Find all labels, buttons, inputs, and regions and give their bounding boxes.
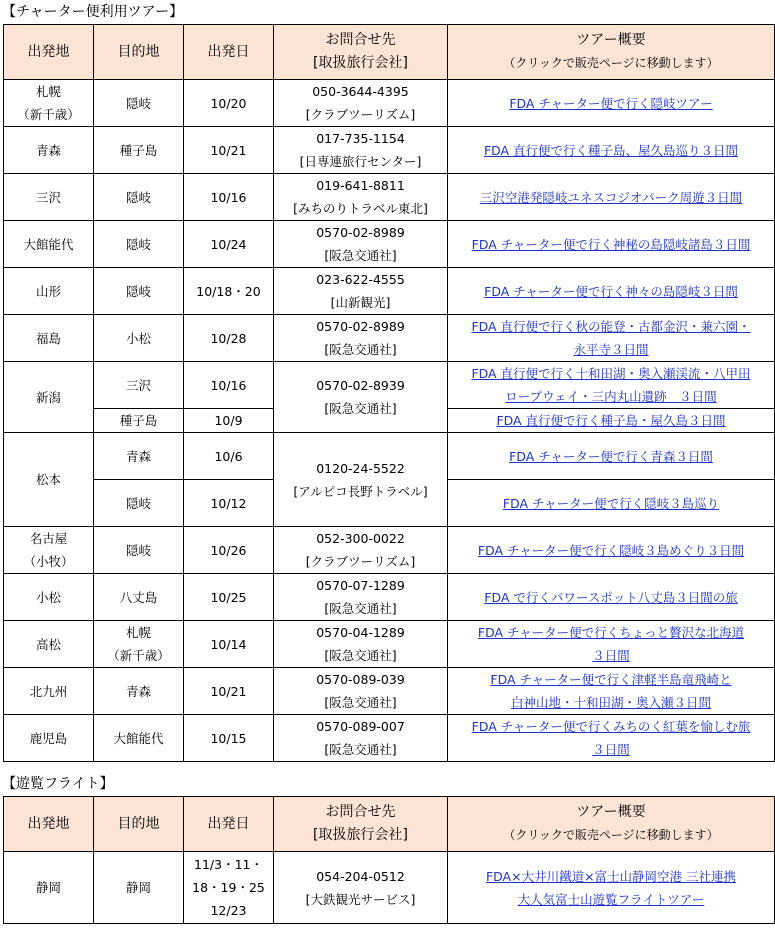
tour-link[interactable]: FDA×大井川鐵道×富士山静岡空港 三社連携 [485, 868, 737, 884]
tour-link[interactable]: 三沢空港発隠岐ユネスコジオパーク周遊３日間 [479, 189, 743, 205]
date-cell [184, 480, 274, 527]
tour-link[interactable]: FDA チャーター便で行く津軽半島竜飛崎と [490, 672, 732, 687]
header-overview [448, 25, 775, 80]
departure-text: （小牧） [23, 554, 74, 569]
departure-cell [4, 221, 94, 268]
tour-link[interactable]: FDA チャーター便で行く隠岐３島めぐり３日間 [477, 542, 745, 558]
header-overview-label: ツアー概要 [576, 32, 646, 48]
header-contact-label: お問合せ先 [325, 32, 396, 48]
contact-cell [274, 527, 448, 574]
date-cell [184, 221, 274, 268]
contact-cell [274, 433, 448, 527]
destination-text: 隠岐 [125, 283, 151, 299]
date-text: 11/3・11・ [194, 857, 263, 872]
date-text: 10/9 [214, 413, 243, 428]
contact-cell [274, 268, 448, 315]
departure-text: 名古屋 [29, 531, 68, 546]
tour-link[interactable]: FDA チャーター便で行く神秘の島隠岐諸島３日間 [471, 236, 751, 252]
contact-phone: 0570-07-1289 [316, 578, 405, 593]
tour-link[interactable]: 白神山地・十和田湖・奥入瀬３日間 [510, 695, 711, 710]
destination-text: 種子島 [119, 413, 158, 428]
tour-overview-cell [448, 668, 775, 715]
tour-overview-cell [448, 574, 775, 621]
destination-cell [94, 852, 184, 924]
departure-text: 松本 [35, 472, 61, 487]
date-cell [184, 668, 274, 715]
departure-text: 青森 [35, 142, 61, 158]
travel-agency: [阪急交通社] [324, 648, 397, 663]
destination-text: 札幌 [125, 625, 151, 640]
destination-cell [94, 409, 184, 433]
tour-link[interactable]: FDA 直行便で行く種子島、屋久島巡り３日間 [483, 142, 739, 158]
tour-overview-cell [448, 80, 775, 127]
table-row [4, 315, 775, 362]
destination-text: 種子島 [119, 142, 158, 158]
destination-cell [94, 315, 184, 362]
destination-text: 青森 [125, 683, 151, 699]
destination-cell [94, 433, 184, 480]
date-cell [184, 574, 274, 621]
departure-cell [4, 80, 94, 127]
destination-cell [94, 362, 184, 409]
departure-text: 新潟 [35, 389, 61, 405]
date-text: 10/18・20 [196, 283, 261, 299]
contact-cell [274, 668, 448, 715]
date-cell [184, 621, 274, 668]
tour-link[interactable]: FDA チャーター便で行く神々の島隠岐３日間 [484, 283, 738, 299]
destination-text: 隠岐 [125, 542, 151, 558]
contact-phone: 019-641-8811 [316, 178, 405, 193]
contact-phone: 054-204-0512 [316, 868, 405, 884]
date-text: 10/28 [210, 330, 247, 346]
date-text: 10/12 [210, 495, 247, 511]
table-row [4, 362, 775, 409]
header-overview-note: （クリックで販売ページに移動します） [503, 56, 719, 70]
tour-overview-cell [448, 852, 775, 924]
tour-link[interactable]: FDA チャーター便で行く隠岐３島巡り [502, 495, 720, 511]
date-cell [184, 852, 274, 924]
tour-overview-cell [448, 127, 775, 174]
date-text: 10/16 [210, 377, 247, 393]
date-cell [184, 409, 274, 433]
travel-agency: [みちのりトラベル東北] [293, 201, 428, 216]
tour-overview-cell [448, 409, 775, 433]
tour-overview-cell [448, 480, 775, 527]
departure-text: 静岡 [35, 880, 61, 895]
contact-phone: 0570-089-007 [316, 719, 405, 734]
date-text: 18・19・25 [192, 880, 265, 895]
tour-link[interactable]: 永平寺３日間 [573, 342, 649, 357]
departure-cell [4, 527, 94, 574]
date-cell [184, 80, 274, 127]
header-destination: 目的地 [94, 797, 184, 852]
tour-link[interactable]: ロープウェイ・三内丸山遺跡 ３日間 [505, 389, 717, 404]
destination-cell [94, 268, 184, 315]
departure-cell [4, 574, 94, 621]
destination-cell [94, 480, 184, 527]
contact-cell [274, 574, 448, 621]
destination-text: 隠岐 [125, 236, 151, 252]
departure-text: 山形 [35, 283, 61, 299]
date-cell [184, 315, 274, 362]
table-row [4, 174, 775, 221]
tour-link[interactable]: ３日間 [592, 742, 630, 757]
header-date: 出発日 [184, 797, 274, 852]
destination-cell [94, 127, 184, 174]
tour-overview-cell [448, 221, 775, 268]
departure-cell [4, 715, 94, 762]
contact-cell [274, 80, 448, 127]
tour-link[interactable]: FDA チャーター便で行くみちのく紅葉を愉しむ旅 [471, 719, 751, 734]
departure-text: 鹿児島 [29, 730, 68, 746]
table-row [4, 80, 775, 127]
contact-phone: 017-735-1154 [316, 131, 405, 146]
tour-link[interactable]: FDA 直行便で行く秋の能登・古都金沢・兼六園・ [471, 319, 751, 334]
tour-overview-cell [448, 527, 775, 574]
travel-agency: [日専連旅行センター] [299, 154, 422, 169]
departure-cell [4, 433, 94, 527]
contact-phone: 0570-02-8989 [316, 225, 405, 240]
departure-text: 大館能代 [23, 236, 74, 252]
departure-cell [4, 268, 94, 315]
date-text: 10/20 [210, 95, 247, 111]
tour-link[interactable]: FDA 直行便で行く十和田湖・奥入瀬渓流・八甲田 [471, 366, 751, 381]
header-contact [274, 797, 448, 852]
date-text: 10/16 [210, 189, 247, 205]
contact-cell [274, 715, 448, 762]
contact-cell [274, 621, 448, 668]
contact-phone: 0570-04-1289 [316, 625, 405, 640]
tour-overview-cell [448, 174, 775, 221]
header-destination: 目的地 [94, 25, 184, 80]
contact-cell [274, 315, 448, 362]
date-text: 10/21 [210, 683, 247, 699]
destination-text: （新千歳） [107, 648, 170, 663]
contact-cell [274, 174, 448, 221]
travel-agency: [大鉄観光サービス] [305, 891, 416, 907]
contact-phone: 052-300-0022 [316, 531, 405, 546]
table-row [4, 221, 775, 268]
table-row [4, 715, 775, 762]
travel-agency: [阪急交通社] [324, 248, 397, 263]
destination-cell [94, 174, 184, 221]
date-cell [184, 268, 274, 315]
destination-text: 八丈島 [119, 589, 158, 605]
destination-text: 大館能代 [113, 730, 164, 746]
tour-overview-cell [448, 433, 775, 480]
table-row [4, 574, 775, 621]
charter-tour-table [3, 24, 775, 762]
destination-text: 隠岐 [125, 495, 151, 511]
header-departure: 出発地 [4, 797, 94, 852]
contact-phone: 050-3644-4395 [312, 84, 409, 99]
table-row [4, 852, 775, 924]
contact-phone: 0570-02-8939 [316, 378, 405, 393]
contact-phone: 0120-24-5522 [316, 460, 405, 476]
header-overview-note: （クリックで販売ページに移動します） [503, 828, 719, 842]
destination-cell [94, 527, 184, 574]
departure-text: 三沢 [35, 189, 61, 205]
travel-agency: [阪急交通社] [324, 601, 397, 616]
departure-text: 札幌 [35, 84, 61, 99]
table-row [4, 621, 775, 668]
contact-cell [274, 127, 448, 174]
date-text: 10/24 [210, 236, 247, 252]
destination-cell [94, 574, 184, 621]
tour-link[interactable]: 大人気富士山遊覧フライトツアー [517, 891, 705, 907]
date-cell [184, 174, 274, 221]
contact-cell [274, 362, 448, 433]
date-text: 10/21 [210, 142, 247, 158]
departure-cell [4, 852, 94, 924]
date-text: 12/23 [210, 903, 247, 918]
destination-cell [94, 221, 184, 268]
sightseeing-flight-table [3, 796, 775, 924]
destination-text: 三沢 [125, 377, 151, 393]
tour-link[interactable]: FDA チャーター便で行くちょっと贅沢な北海道 [477, 625, 745, 640]
date-text: 10/14 [210, 636, 247, 652]
destination-cell [94, 715, 184, 762]
travel-agency: [阪急交通社] [324, 742, 397, 757]
departure-cell [4, 621, 94, 668]
departure-cell [4, 127, 94, 174]
destination-text: 青森 [125, 448, 151, 464]
travel-agency: [クラブツーリズム] [305, 107, 416, 122]
contact-phone: 0570-089-039 [316, 672, 405, 687]
tour-link[interactable]: FDA 直行便で行く種子島・屋久島３日間 [496, 413, 726, 428]
date-cell [184, 715, 274, 762]
travel-agency: [阪急交通社] [324, 695, 397, 710]
table-row [4, 127, 775, 174]
tour-overview-cell [448, 315, 775, 362]
header-contact-label: お問合せ先 [325, 804, 396, 820]
date-cell [184, 527, 274, 574]
date-text: 10/6 [214, 448, 243, 464]
departure-text: 小松 [35, 589, 61, 605]
header-overview [448, 797, 775, 852]
destination-cell [94, 80, 184, 127]
table-row [4, 527, 775, 574]
tour-overview-cell [448, 362, 775, 409]
departure-cell [4, 668, 94, 715]
destination-cell [94, 621, 184, 668]
tour-overview-cell [448, 715, 775, 762]
destination-text: 静岡 [125, 880, 151, 895]
table-row [4, 668, 775, 715]
departure-text: 福島 [35, 330, 61, 346]
travel-agency: [クラブツーリズム] [305, 554, 416, 569]
date-cell [184, 362, 274, 409]
tour-overview-cell [448, 621, 775, 668]
tour-link[interactable]: FDA で行くパワースポット八丈島３日間の旅 [484, 589, 738, 605]
departure-cell [4, 315, 94, 362]
date-cell [184, 127, 274, 174]
destination-cell [94, 668, 184, 715]
destination-text: 隠岐 [125, 189, 151, 205]
header-date: 出発日 [184, 25, 274, 80]
tour-link[interactable]: FDA チャーター便で行く隠岐ツアー [509, 95, 713, 111]
departure-text: 北九州 [29, 683, 68, 699]
contact-phone: 023-622-4555 [316, 272, 405, 287]
departure-text: 高松 [35, 636, 61, 652]
date-text: 10/26 [210, 542, 247, 558]
header-agency-label: [取扱旅行会社] [313, 827, 408, 843]
tour-link[interactable]: ３日間 [592, 648, 630, 663]
table-row [4, 433, 775, 480]
date-cell [184, 433, 274, 480]
travel-agency: [山新観光] [330, 295, 391, 310]
sightseeing-section-title: 【遊覧フライト】 [2, 776, 114, 792]
destination-text: 隠岐 [125, 95, 151, 111]
travel-agency: [阪急交通社] [324, 342, 397, 357]
departure-text: （新千歳） [17, 107, 80, 122]
contact-phone: 0570-02-8989 [316, 319, 405, 334]
travel-agency: [アルピコ長野トラベル] [293, 483, 428, 499]
contact-cell [274, 221, 448, 268]
departure-cell [4, 362, 94, 433]
header-overview-label: ツアー概要 [576, 804, 646, 820]
date-text: 10/25 [210, 589, 247, 605]
tour-link[interactable]: FDA チャーター便で行く青森３日間 [509, 448, 713, 464]
tour-overview-cell [448, 268, 775, 315]
charter-section-title: 【チャーター便利用ツアー】 [2, 4, 184, 20]
contact-cell [274, 852, 448, 924]
header-contact [274, 25, 448, 80]
travel-agency: [阪急交通社] [324, 401, 397, 416]
header-agency-label: [取扱旅行会社] [313, 55, 408, 71]
table-row [4, 268, 775, 315]
destination-text: 小松 [125, 330, 151, 346]
date-text: 10/15 [210, 730, 247, 746]
departure-cell [4, 174, 94, 221]
header-departure: 出発地 [4, 25, 94, 80]
